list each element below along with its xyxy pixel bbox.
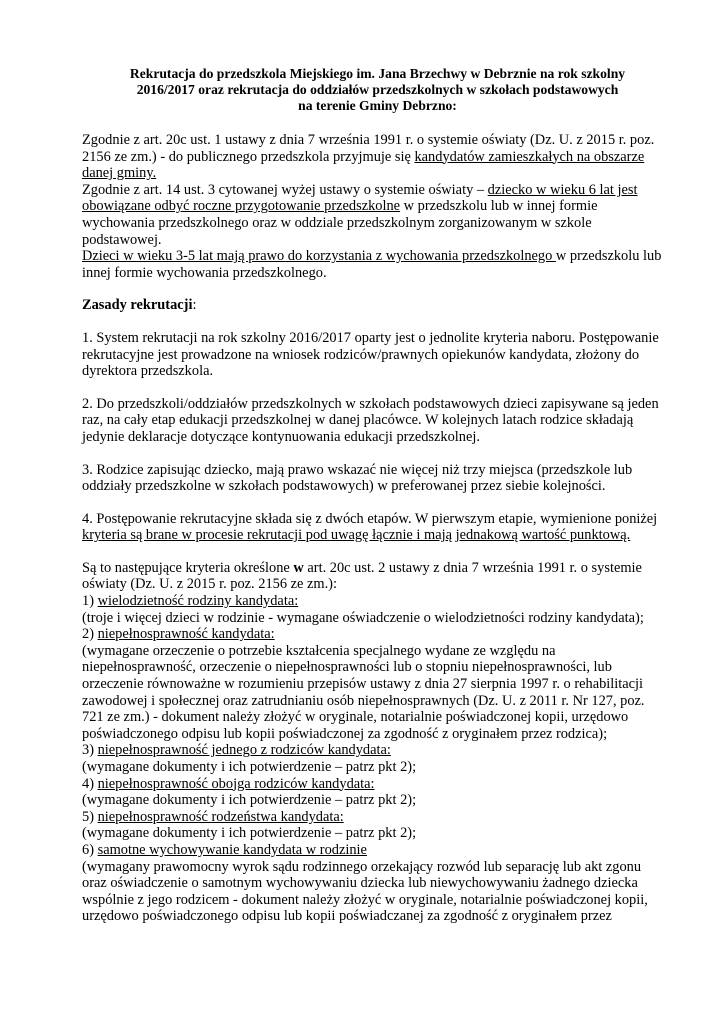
criteria-intro <box>82 560 665 593</box>
rule-2: 2. Do przedszkoli/oddziałów przedszkolnych w szkołach podstawowych dzieci zapisywane są jeden raz, na cały etap edukacji przedszkolnej w danej placówce. W kolejnych latach rodzice składają jedynie deklaracje dotyczące kontynuowania edukacji przedszkolnej. <box>82 395 659 445</box>
rule-4-text: 4. Postępowanie rekrutacyjne składa się z dwóch etapów. W pierwszym etapie, wymienione poniżej <box>82 510 658 527</box>
criterion-number: 3) <box>82 742 98 759</box>
rules-heading-colon: : <box>192 297 197 314</box>
rule-1: 1. System rekrutacji na rok szkolny 2016/2017 oparty jest o jednolite kryteria naboru. Postępowanie rekrutacyjne jest prowadzone na wniosek rodziców/prawnych opiekunów kandydata, złożony do dyrektora przedszkola. <box>82 329 659 380</box>
rules-heading-text: Zasady rekrutacji <box>82 297 193 314</box>
criterion-number: 4) <box>82 775 98 792</box>
intro-paragraph-3 <box>82 248 665 281</box>
criterion-label: samotne wychowywanie kandydata w rodzinie <box>97 841 367 858</box>
criterion-number: 1) <box>82 593 98 610</box>
criterion-label: niepełnosprawność kandydata: <box>97 626 275 643</box>
document-title <box>82 66 665 114</box>
intro-p1-underlined: kandydatów zamieszkałych na obszarze danej gminy. <box>82 148 645 182</box>
criterion-number: 5) <box>82 808 98 825</box>
criterion-2-desc: (wymagane orzeczenie o potrzebie kształcenia specjalnego wydane ze względu na niepełnosprawność, orzeczenie o niepełnosprawności lub o stopniu niepełnosprawności, lub orzeczenie równoważne w rozumieniu przepisów ustawy z dnia 27 sierpnia 1997 r. o rehabilitacji zawodowej i społecznej oraz zatrudnianiu osób niepełnosprawnych (Dz. U. z 2011 r. Nr 127, poz. 721 ze zm.) - dokument należy złożyć w oryginale, notarialnie poświadczonej kopii, urzędowo poświadczonego odpisu lub kopii poświadczonej za zgodność z oryginałem przez rodzica); <box>82 642 645 742</box>
title-line-3: na terenie Gminy Debrzno: <box>298 98 457 113</box>
criteria-intro-text: Są to następujące kryteria określone <box>82 559 294 576</box>
criterion-1-label <box>82 593 665 610</box>
rule-4-underlined: kryteria są brane w procesie rekrutacji pod uwagę łącznie i mają jednakową wartość punktową. <box>82 527 631 544</box>
rule-3: 3. Rodzice zapisując dziecko, mają prawo wskazać nie więcej niż trzy miejsca (przedszkole lub oddziały przedszkolne w szkołach podstawowych) w preferowanej przez siebie kolejności. <box>82 461 633 495</box>
criteria-list <box>82 593 665 925</box>
criterion-number: 2) <box>82 626 98 643</box>
criterion-3-desc: (wymagane dokumenty i ich potwierdzenie – patrz pkt 2); <box>82 759 417 775</box>
title-line-2: 2016/2017 oraz rekrutacja do oddziałów przedszkolnych w szkołach podstawowych <box>136 82 619 97</box>
criterion-4-desc: (wymagane dokumenty i ich potwierdzenie – patrz pkt 2); <box>82 792 417 809</box>
criterion-label: niepełnosprawność obojga rodziców kandydata: <box>97 775 375 792</box>
criterion-label: wielodzietność rodziny kandydata: <box>97 593 299 610</box>
criterion-label: niepełnosprawność jednego z rodziców kandydata: <box>97 742 391 759</box>
criterion-1-desc: (troje i więcej dzieci w rodzinie - wymagane oświadczenie o wielodzietności rodziny kandydata); <box>82 609 644 626</box>
intro-p3-underlined: Dzieci w wieku 3-5 lat mają prawo do korzystania z wychowania przedszkolnego <box>82 248 556 265</box>
title-line-1: Rekrutacja do przedszkola Miejskiego im. Jana Brzechwy w Debrznie na rok szkolny <box>129 66 626 81</box>
criterion-number: 6) <box>82 841 98 858</box>
criteria-intro-bold: w <box>293 559 304 576</box>
criterion-4-label <box>82 776 665 793</box>
rule-4 <box>82 511 665 544</box>
criterion-label: niepełnosprawność rodzeństwa kandydata: <box>97 808 344 825</box>
intro-paragraph-2 <box>82 182 665 248</box>
criterion-5-label <box>82 809 665 826</box>
criterion-6-desc: (wymagany prawomocny wyrok sądu rodzinnego orzekający rozwód lub separację lub akt zgonu oraz oświadczenie o samotnym wychowywaniu dziecka lub niewychowywaniu żadnego dziecka wspólnie z jego rodzicem - dokument należy złożyć w oryginale, notarialnie poświadczonej kopii, urzędowo poświadczonego odpisu lub kopii poświadczanej za zgodność z oryginałem przez <box>82 858 648 925</box>
criterion-5-desc: (wymagane dokumenty i ich potwierdzenie – patrz pkt 2); <box>82 825 417 842</box>
intro-p1-text: Zgodnie z art. 20c ust. 1 ustawy z dnia 7 września 1991 r. o systemie oświaty (Dz. U. z 2015 r. poz. 2156 ze zm.) - do publicznego przedszkola przyjmuje się <box>82 132 655 165</box>
criterion-3-label <box>82 742 665 759</box>
criterion-6-label <box>82 842 665 859</box>
intro-p3-text: w przedszkolu lub innej formie wychowania przedszkolnego. <box>82 248 662 281</box>
intro-p2-underlined: dziecko w wieku 6 lat jest obowiązane odbyć roczne przygotowanie przedszkolne <box>82 181 638 215</box>
criterion-2-label <box>82 626 665 643</box>
criteria-intro-text-end: art. 20c ust. 2 ustawy z dnia 7 września 1991 r. o systemie oświaty (Dz. U. z 2015 r. poz. 2156 ze zm.): <box>82 559 642 593</box>
rules-heading <box>82 297 665 314</box>
intro-paragraph-1 <box>82 132 665 182</box>
intro-p2-text: Zgodnie z art. 14 ust. 3 cytowanej wyżej ustawy o systemie oświaty – <box>82 181 488 198</box>
intro-p2-text-end: w przedszkolu lub w innej formie wychowania przedszkolnego oraz w oddziale przedszkolnym zorganizowanym w szkole podstawowej. <box>82 198 598 248</box>
